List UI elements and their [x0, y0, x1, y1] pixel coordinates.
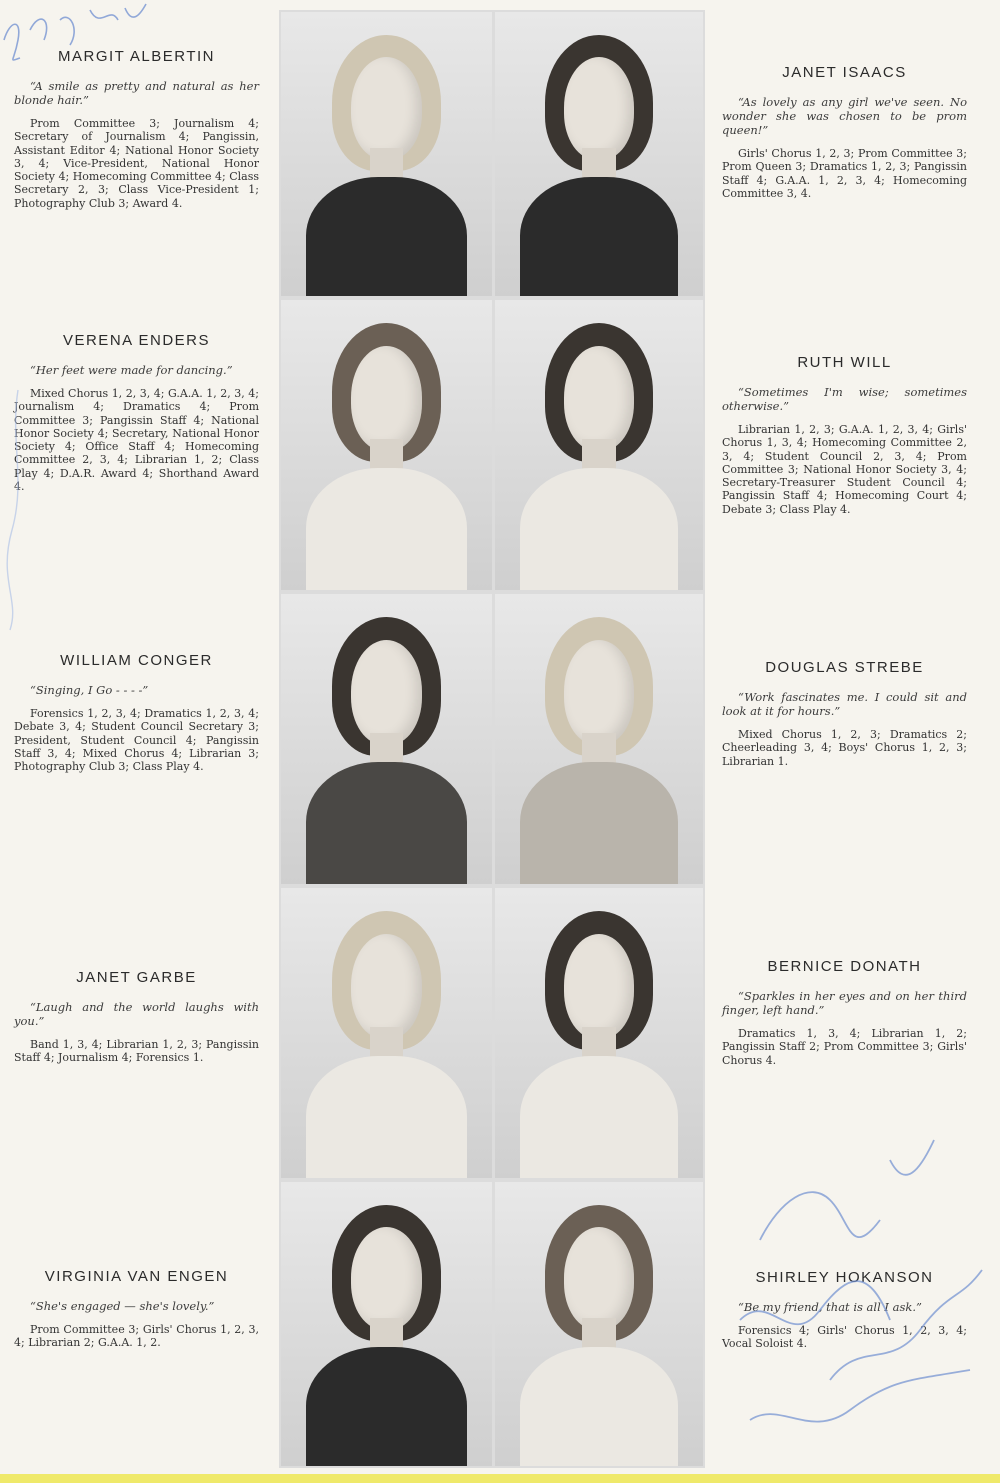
student-activities: Forensics 4; Girls' Chorus 1, 2, 3, 4; Vocal Soloist 4. — [722, 1324, 967, 1351]
student-quote: “A smile as pretty and natural as her blonde hair.” — [14, 79, 259, 107]
student-name: RUTH WILL — [797, 354, 892, 371]
student-quote: “Be my friend, that is all I ask.” — [738, 1300, 922, 1314]
portrait-verena-enders — [281, 300, 492, 590]
student-activities: Forensics 1, 2, 3, 4; Dramatics 1, 2, 3, 4; Debate 3, 4; Student Council Secretary 3; President, Student Council 4; Pangissin Staff 3, 4; Mixed Chorus 4; Librarian 3; Photography Club 3; Class Play 4. — [14, 707, 259, 774]
portrait-margit-albertin — [281, 12, 492, 296]
student-name: SHIRLEY HOKANSON — [755, 1269, 934, 1286]
student-quote: “Her feet were made for dancing.” — [30, 363, 233, 377]
student-name: BERNICE DONATH — [767, 958, 922, 975]
student-activities: Band 1, 3, 4; Librarian 1, 2, 3; Pangissin Staff 4; Journalism 4; Forensics 1. — [14, 1038, 259, 1065]
student-name: VIRGINIA VAN ENGEN — [44, 1268, 229, 1285]
student-name: JANET ISAACS — [782, 64, 907, 81]
student-activities: Mixed Chorus 1, 2, 3, 4; G.A.A. 1, 2, 3, 4; Journalism 4; Dramatics 4; Prom Committee 3; Pangissin Staff 4; National Honor Society 4; Secretary, National Honor Society 4; Office Staff 4; Homecoming Committee 2, 3, 4; Librarian 1, 2; Class Play 4; D.A.R. Award 4; Shorthand Award 4. — [14, 387, 259, 494]
student-quote: “Laugh and the world laughs with you.” — [14, 1000, 259, 1028]
student-activities: Dramatics 1, 3, 4; Librarian 1, 2; Pangissin Staff 2; Prom Committee 3; Girls' Chorus 4. — [722, 1027, 967, 1067]
bio-douglas-strebe — [722, 659, 967, 768]
portrait-virginia-van-engen — [281, 1182, 492, 1466]
student-activities: Girls' Chorus 1, 2, 3; Prom Committee 3; Prom Queen 3; Dramatics 1, 2, 3; Pangissin Staff 4; G.A.A. 1, 2, 3, 4; Homecoming Committee 3, 4. — [722, 147, 967, 200]
student-name: MARGIT ALBERTIN — [58, 48, 215, 65]
student-quote: “Sometimes I'm wise; sometimes otherwise.” — [722, 385, 967, 413]
bio-bernice-donath — [722, 958, 967, 1067]
bio-shirley-hokanson — [722, 1269, 967, 1351]
student-activities: Mixed Chorus 1, 2, 3; Dramatics 2; Cheerleading 3, 4; Boys' Chorus 1, 2, 3; Librarian 1. — [722, 728, 967, 768]
student-quote: “Sparkles in her eyes and on her third finger, left hand.” — [722, 989, 967, 1017]
student-name: JANET GARBE — [76, 969, 197, 986]
student-quote: “Work fascinates me. I could sit and look at it for hours.” — [722, 690, 967, 718]
portrait-shirley-hokanson — [495, 1182, 703, 1466]
student-quote: “As lovely as any girl we've seen. No wonder she was chosen to be prom queen!” — [722, 95, 967, 137]
bio-ruth-will — [722, 354, 967, 516]
portrait-bernice-donath — [495, 888, 703, 1178]
student-quote: “Singing, I Go - - - -” — [30, 683, 149, 697]
bio-janet-isaacs — [722, 64, 967, 200]
student-name: VERENA ENDERS — [62, 332, 211, 349]
portrait-william-conger — [281, 594, 492, 884]
bottom-color-strip — [0, 1474, 1000, 1483]
portrait-douglas-strebe — [495, 594, 703, 884]
bio-virginia-van-engen — [14, 1268, 259, 1350]
student-activities: Librarian 1, 2, 3; G.A.A. 1, 2, 3, 4; Girls' Chorus 1, 3, 4; Homecoming Committee 2, 3, 4; Student Council 2, 3, 4; Prom Committee 3; National Honor Society 3, 4; Secretary-Treasurer Student Council 4; Pangissin Staff 4; Homecoming Court 4; Debate 3; Class Play 4. — [722, 423, 967, 516]
student-activities: Prom Committee 3; Girls' Chorus 1, 2, 3, 4; Librarian 2; G.A.A. 1, 2. — [14, 1323, 259, 1350]
student-name: DOUGLAS STREBE — [765, 659, 924, 676]
student-quote: “She's engaged — she's lovely.” — [30, 1299, 215, 1313]
bio-margit-albertin — [14, 48, 259, 210]
bio-verena-enders — [14, 332, 259, 493]
bio-janet-garbe — [14, 969, 259, 1065]
bio-william-conger — [14, 652, 259, 773]
portrait-janet-isaacs — [495, 12, 703, 296]
student-name: WILLIAM CONGER — [60, 652, 213, 669]
portrait-janet-garbe — [281, 888, 492, 1178]
student-activities: Prom Committee 3; Journalism 4; Secretary of Journalism 4; Pangissin, Assistant Editor 4; National Honor Society 3, 4; Vice-President, National Honor Society 4; Homecoming Committee 4; Class Secretary 2, 3; Class Vice-President 1; Photography Club 3; Award 4. — [14, 117, 259, 210]
portrait-ruth-will — [495, 300, 703, 590]
